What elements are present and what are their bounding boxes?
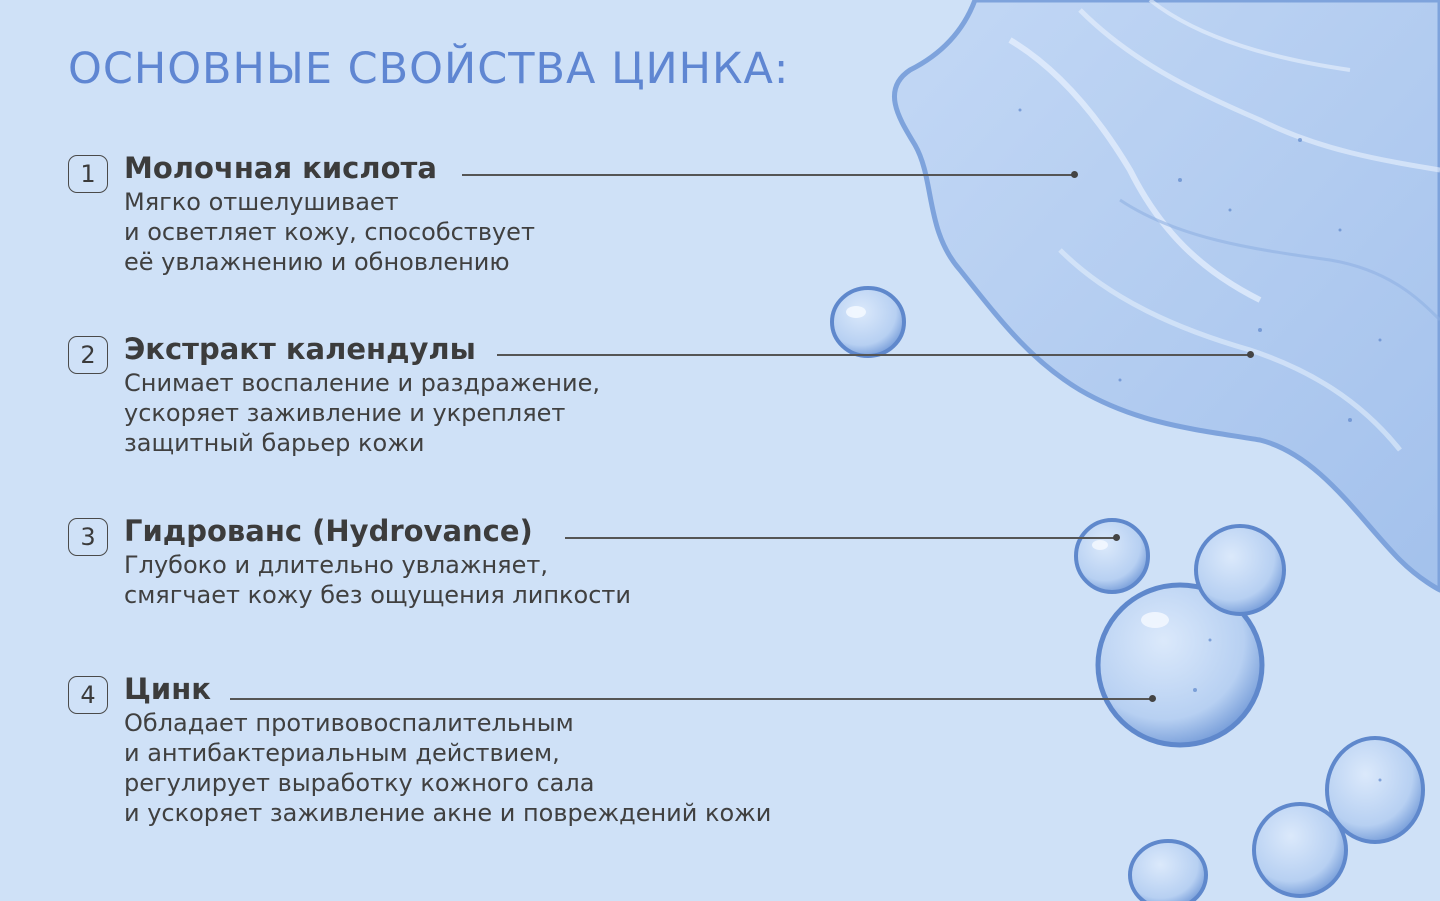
number-badge: 3 xyxy=(68,518,108,556)
leader-dot xyxy=(1113,534,1120,541)
description-line: регулирует выработку кожного сала xyxy=(124,769,595,797)
number-badge: 4 xyxy=(68,676,108,714)
description-line: Снимает воспаление и раздражение, xyxy=(124,369,600,397)
page-title: ОСНОВНЫЕ СВОЙСТВА ЦИНКА: xyxy=(68,44,790,94)
description-line: и ускоряет заживление акне и повреждений кожи xyxy=(124,799,772,827)
leader-dot xyxy=(1071,171,1078,178)
property-description xyxy=(124,187,535,277)
property-name: Гидрованс (Hydrovance) xyxy=(124,514,533,548)
leader-line xyxy=(565,537,1117,539)
leader-dot xyxy=(1149,695,1156,702)
description-line: Глубоко и длительно увлажняет, xyxy=(124,551,548,579)
description-line: ускоряет заживление и укрепляет xyxy=(124,399,566,427)
description-line: и осветляет кожу, способствует xyxy=(124,218,535,246)
property-name: Молочная кислота xyxy=(124,151,437,185)
description-line: защитный барьер кожи xyxy=(124,429,425,457)
property-name: Экстракт календулы xyxy=(124,332,476,366)
number-badge: 1 xyxy=(68,155,108,193)
leader-line xyxy=(230,698,1152,700)
description-line: смягчает кожу без ощущения липкости xyxy=(124,581,631,609)
property-description xyxy=(124,708,771,828)
leader-line xyxy=(462,174,1074,176)
property-description xyxy=(124,550,631,610)
number-badge: 2 xyxy=(68,336,108,374)
property-name: Цинк xyxy=(124,672,211,706)
description-line: её увлажнению и обновлению xyxy=(124,248,510,276)
leader-dot xyxy=(1247,351,1254,358)
description-line: и антибактериальным действием, xyxy=(124,739,560,767)
description-line: Мягко отшелушивает xyxy=(124,188,399,216)
property-description xyxy=(124,368,600,458)
description-line: Обладает противовоспалительным xyxy=(124,709,574,737)
leader-line xyxy=(497,354,1250,356)
